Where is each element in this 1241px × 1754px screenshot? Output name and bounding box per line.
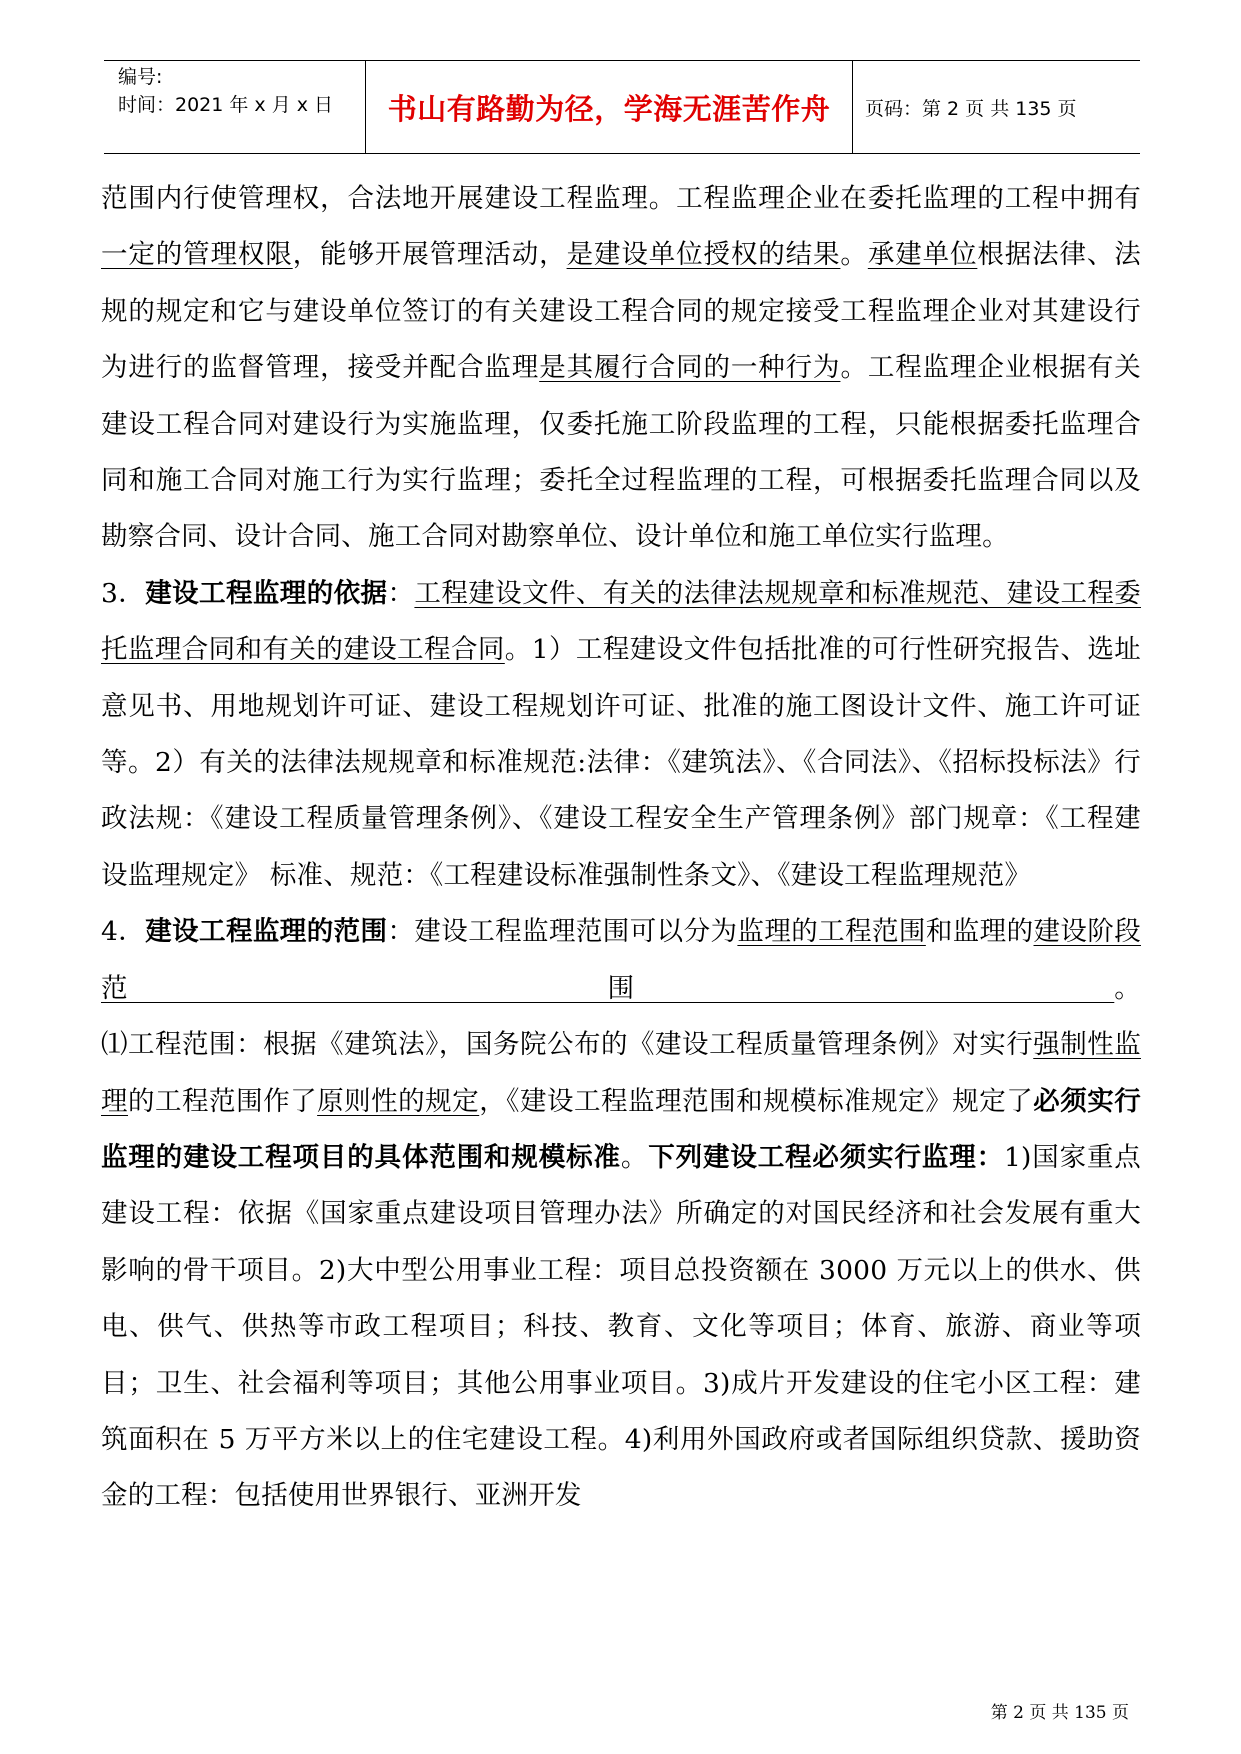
text-run: ： — [387, 577, 415, 609]
text-run: 和监理的 — [925, 916, 1034, 948]
text-run: 4． — [101, 916, 146, 948]
underlined-text: 是建设单位授权的结果 — [566, 239, 841, 271]
text-run: 。 — [840, 239, 868, 271]
paragraph-authority — [101, 171, 1141, 566]
text-run: 的工程范围作了 — [128, 1085, 318, 1117]
document-time-label: 时间：2021 年 x 月 x 日 — [118, 94, 334, 116]
underlined-text: 承建单位 — [867, 239, 978, 271]
page-header — [104, 60, 1140, 154]
text-run: ，《建设工程监理范围和规模标准规定》规定了 — [479, 1085, 1034, 1117]
paragraph-project-scope — [101, 1017, 1141, 1525]
header-meta — [104, 61, 366, 153]
text-run: ，能够开展管理活动， — [292, 239, 567, 271]
header-motto: 书山有路勤为径，学海无涯苦作舟 — [387, 91, 831, 126]
text-run: 。 — [1114, 972, 1141, 1004]
bold-text: 建设工程监理的依据 — [145, 577, 388, 609]
paragraph-basis — [101, 566, 1141, 904]
document-body — [101, 171, 1141, 1525]
underlined-text: 建设阶段范围 — [101, 916, 1141, 1004]
header-page-number: 页码：第 2 页 共 135 页 — [865, 97, 1077, 120]
underlined-text: 工程建设文件、有关的法律法规规章和标准规范、建设工程委托监理合同和有关的建设工程合同 — [101, 577, 1141, 666]
page-footer: 第 2 页 共 135 页 — [990, 1703, 1129, 1723]
text-run: 范围内行使管理权，合法地开展建设工程监理。工程监理企业在委托监理的工程中拥有 — [101, 183, 1141, 214]
header-motto-cell — [366, 61, 853, 153]
underlined-text: 强制性监理 — [101, 1029, 1141, 1117]
bold-text: 下列建设工程必须实行监理： — [648, 1141, 1004, 1173]
text-run: 。 — [620, 1141, 649, 1173]
underlined-text: 一定的管理权限 — [101, 239, 293, 271]
text-run: 。1）工程建设文件包括批准的可行性研究报告、选址意见书、用地规划许可证、建设工程规划许可证、批准的施工图设计文件、施工许可证等。2）有关的法律法规规章和标准规范:法律：《建筑法》、《合同法》、《招标投标法》行政法规：《建设工程质量管理条例》、《建设工程安全生产管理条例》部门规章：《工程建设监理规定》 标准、规范：《工程建设标准强制性条文》、《建设工程监理规范》 — [101, 634, 1141, 891]
bold-text: 建设工程监理的范围 — [145, 916, 388, 948]
underlined-text: 原则性的规定 — [317, 1085, 480, 1117]
underlined-text: 监理的工程范围 — [737, 916, 926, 948]
text-run: 根据法律、法规的规定和它与建设单位签订的有关建设工程合同的规定接受工程监理企业对其建设行为进行的监督管理，接受并配合监理 — [101, 239, 1141, 384]
text-run: ⑴工程范围：根据《建筑法》，国务院公布的《建设工程质量管理条例》对实行 — [101, 1029, 1034, 1061]
bold-text: 必须实行监理的建设工程项目的具体范围和规模标准 — [101, 1085, 1142, 1173]
text-run: 。工程监理企业根据有关建设工程合同对建设行为实施监理，仅委托施工阶段监理的工程，只能根据委托监理合同和施工合同对施工行为实行监理；委托全过程监理的工程，可根据委托监理合同以及勘察合同、设计合同、施工合同对勘察单位、设计单位和施工单位实行监理。 — [101, 352, 1142, 553]
header-page-cell — [853, 61, 1140, 153]
text-run: 3． — [101, 577, 146, 609]
underlined-text: 是其履行合同的一种行为 — [539, 352, 841, 384]
document-number-label: 编号: — [118, 66, 163, 88]
paragraph-scope — [101, 904, 1141, 1017]
text-run: 1)国家重点建设工程：依据《国家重点建设项目管理办法》所确定的对国民经济和社会发展有重大影响的骨干项目。2)大中型公用事业工程：项目总投资额在 3000 万元以上的供水、供电、供气、供热等市政工程项目；科技、教育、文化等项目；体育、旅游、商业等项目；卫生、社会福利等项目；其他公用事业项目。3)成片开发建设的住宅小区工程：建筑面积在 5 万平方米以上的住宅建设工程。4)利用外国政府或者国际组织贷款、援助资金的工程：包括使用世界银行、亚洲开发 — [101, 1141, 1141, 1512]
text-run: ：建设工程监理范围可以分为 — [387, 916, 738, 948]
